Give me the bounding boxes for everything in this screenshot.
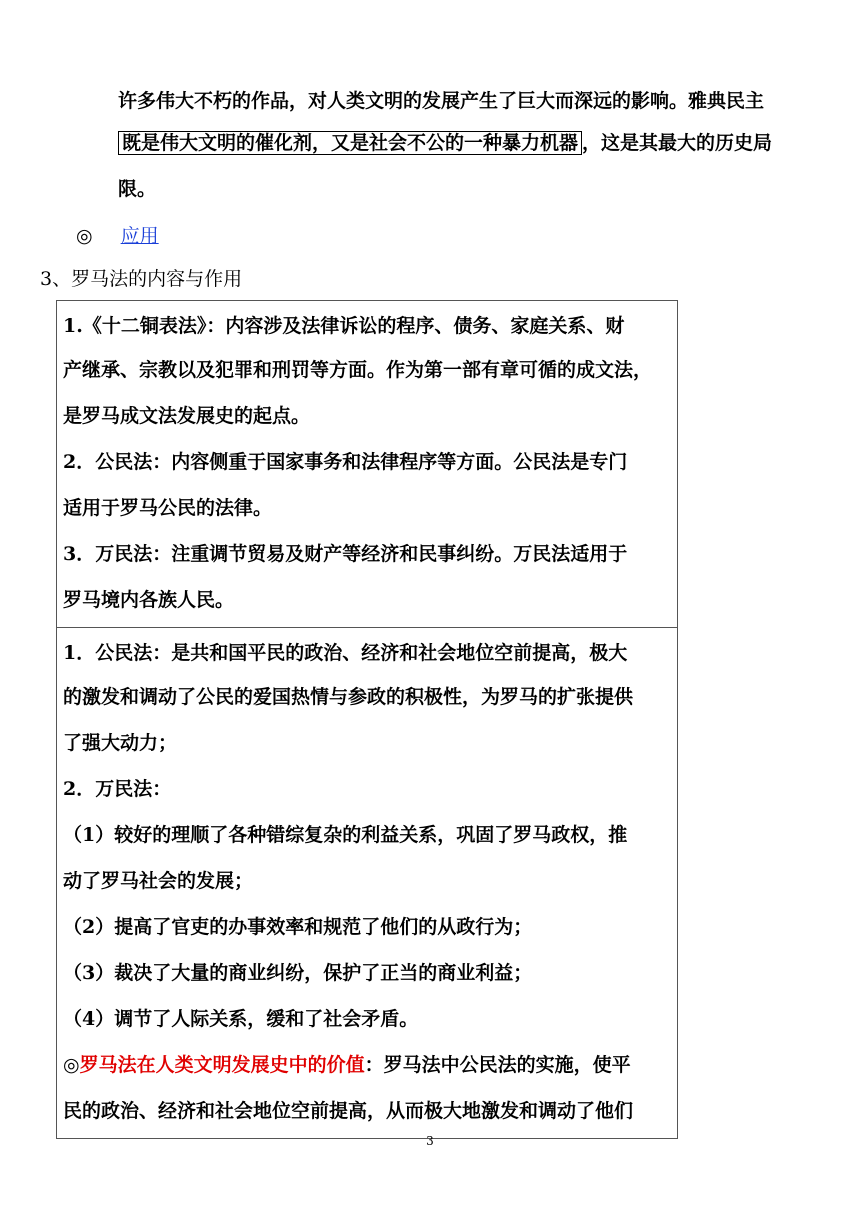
apply-row [76,224,159,248]
value-line-1-rest: ：罗马法中公民法的实施，使平 [364,1054,631,1076]
effect-cell [57,628,678,1139]
effect-line: 1．公民法：是共和国平民的政治、经济和社会地位空前提高，极大 [63,642,628,664]
effect-line: （2）提高了官吏的办事效率和规范了他们的从政行为； [63,916,533,938]
content-line: 适用于罗马公民的法律。 [63,497,273,519]
content-line: 是罗马成文法发展史的起点。 [63,405,311,427]
double-circle-icon: ◎ [76,225,93,247]
double-circle-icon: ◎ [63,1054,80,1076]
effect-line: 的激发和调动了公民的爱国热情与参政的积极性，为罗马的扩张提供 [63,686,634,708]
value-line-1 [63,1042,671,1088]
value-line-2: 民的政治、经济和社会地位空前提高，从而极大地激发和调动了他们 [63,1100,634,1122]
effect-line: （1）较好的理顺了各种错综复杂的利益关系，巩固了罗马政权，推 [63,824,628,846]
page-number: 3 [426,1134,434,1148]
effect-line: （3）裁决了大量的商业纠纷，保护了正当的商业利益； [63,962,533,984]
effect-line: （4）调节了人际关系，缓和了社会矛盾。 [63,1008,419,1030]
apply-link[interactable]: 应用 [120,225,159,247]
content-line: 3．万民法：注重调节贸易及财产等经济和民事纠纷。万民法适用于 [63,543,628,565]
content-cell [57,301,678,628]
content-line: 产继承、宗教以及犯罪和刑罚等方面。作为第一部有章可循的成文法， [63,359,653,381]
content-line: 2．公民法：内容侧重于国家事务和法律程序等方面。公民法是专门 [63,451,628,473]
intro-line-3: 限。 [118,178,157,200]
effect-line: 了强大动力； [63,732,178,754]
boxed-phrase: 既是伟大文明的催化剂，又是社会不公的一种暴力机器 [118,131,582,155]
effect-line: 2．万民法： [63,778,172,800]
intro-line-2 [118,131,772,155]
intro-line-1: 许多伟大不朽的作品，对人类文明的发展产生了巨大而深远的影响。雅典民主 [118,90,765,112]
table-row-effect [57,628,678,1139]
value-label: 罗马法在人类文明发展史中的价值 [79,1054,365,1076]
content-line: 1.《十二铜表法》：内容涉及法律诉讼的程序、债务、家庭关系、财 [63,315,625,337]
effect-line: 动了罗马社会的发展； [63,870,254,892]
intro-line-2-rest: ，这是其最大的历史局 [582,132,773,154]
content-line: 罗马境内各族人民。 [63,589,235,611]
roman-law-table [56,300,678,1139]
section-heading: 3、罗马法的内容与作用 [40,268,243,290]
table-row-content [57,301,678,628]
